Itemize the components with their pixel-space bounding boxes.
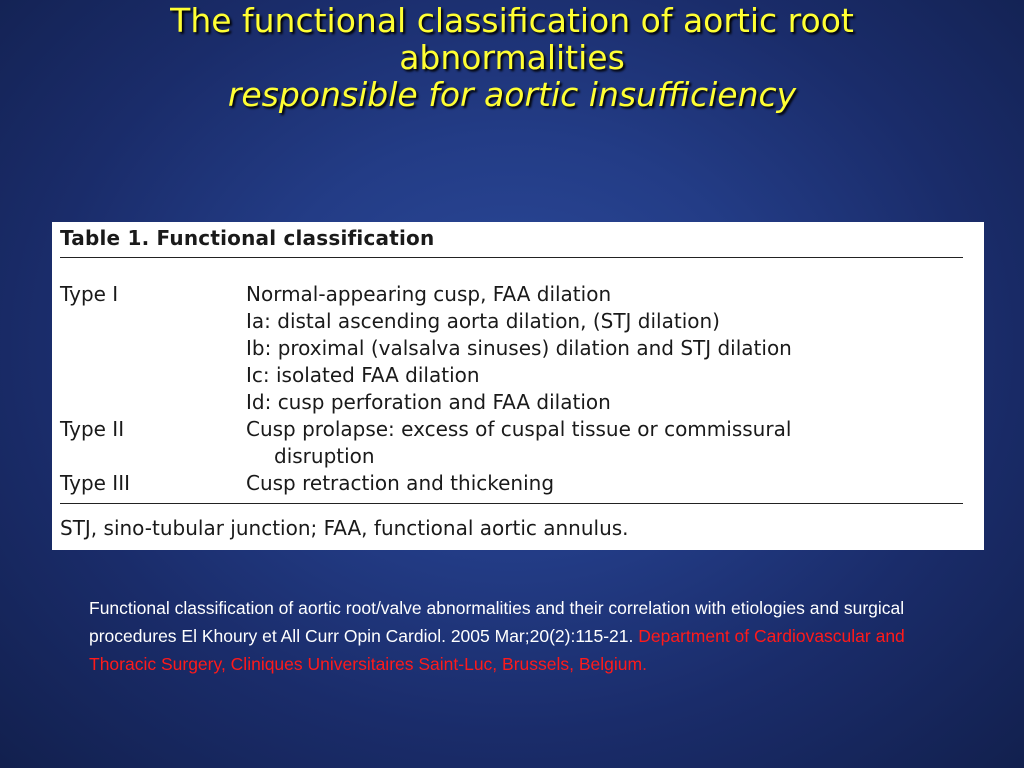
slide-title-line-2: abnormalities [399, 38, 625, 77]
citation-affiliation: Department of Cardiovascular and Thoracic Surgery, Cliniques Universitaires Saint-Luc, Brussels, Belgium. [89, 626, 905, 674]
table-row-description: disruption [274, 444, 375, 468]
table-row-type: Type III [60, 471, 130, 495]
table-row-description: Cusp prolapse: excess of cuspal tissue or commissural [246, 417, 792, 441]
table-top-rule [60, 257, 963, 258]
slide-title-line-3: responsible for aortic insufficiency [227, 75, 797, 114]
table-heading: Table 1. Functional classification [60, 226, 435, 250]
table-row-type: Type II [60, 417, 125, 441]
table-bottom-rule [60, 503, 963, 504]
table-row-type: Type I [60, 282, 119, 306]
table-row-description: Cusp retraction and thickening [246, 471, 555, 495]
citation-caption [89, 594, 929, 678]
table-row-description: Ia: distal ascending aorta dilation, (STJ dilation) [246, 309, 720, 333]
slide-title [0, 2, 1024, 113]
citation-text: Functional classification of aortic root/valve abnormalities and their correlation with etiologies and surgical procedures El Khoury et All Curr Opin Cardiol. 2005 Mar;20(2):115-21. [89, 598, 905, 646]
slide-title-line-1: The functional classification of aortic root [170, 1, 854, 40]
table-footnote: STJ, sino-tubular junction; FAA, functional aortic annulus. [60, 516, 629, 540]
table-row-description: Id: cusp perforation and FAA dilation [246, 390, 611, 414]
table-row-description: Ic: isolated FAA dilation [246, 363, 480, 387]
table-row-description: Ib: proximal (valsalva sinuses) dilation and STJ dilation [246, 336, 792, 360]
classification-table-image [52, 222, 984, 550]
table-row-description: Normal-appearing cusp, FAA dilation [246, 282, 612, 306]
